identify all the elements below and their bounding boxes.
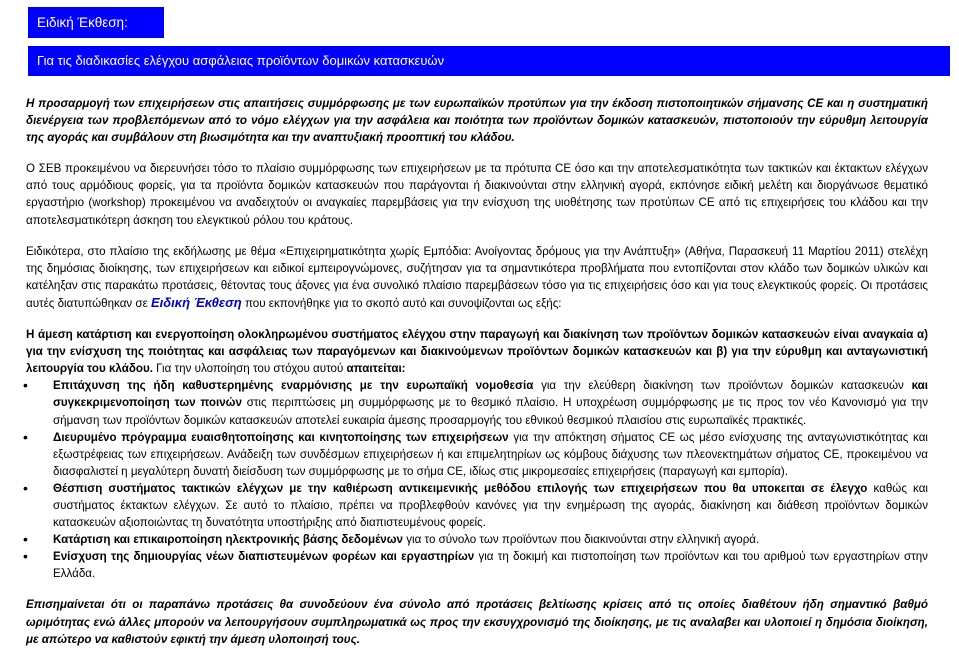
paragraph-goal <box>26 326 928 377</box>
list-item-bold: Ενίσχυση της δημιουργίας νέων διαπιστευμένων φορέων και εργαστηρίων <box>53 550 475 564</box>
list-item-bold: Επιτάχυνση της ήδη καθυστερημένης εναρμόνισης με την ευρωπαϊκή νομοθεσία <box>53 379 534 393</box>
document-body <box>26 95 928 648</box>
list-item-text: καθώς και συστήματος έκτακτων ελέγχων. Σε αυτό το πλαίσιο, πρέπει να προβλεφθούν κανόνες για την ενημέρωση της αγοράς, διακίνηση και διάθεση προϊόντων δομικών κατασκευών αξιοποιώντας τη δυνατότητα υποστήριξης από διαπιστευμένους φορείς. <box>53 481 928 530</box>
list-item-bold: Διευρυμένο πρόγραμμα ευαισθητοποίησης και κινητοποίησης των επιχειρήσεων <box>53 430 509 444</box>
list-item <box>26 548 928 582</box>
report-banner <box>28 7 164 38</box>
list-item-bold: Κατάρτιση και επικαιροποίηση ηλεκτρονικής βάσης δεδομένων <box>53 533 403 547</box>
list-item <box>26 531 928 548</box>
subtitle-banner-text: Για τις διαδικασίες ελέγχου ασφάλειας προϊόντων δομικών κατασκευών <box>37 53 445 68</box>
goal-bold-tail: απαιτείται: <box>346 362 406 376</box>
list-item <box>26 429 928 480</box>
closing-paragraph: Επισημαίνεται ότι οι παραπάνω προτάσεις θα συνοδεύουν ένα σύνολο από προτάσεις βελτίωσης κρίσεις από τις οποίες διαθέτουν ήδη σημαντικό βαθμό ωριμότητας ενώ άλλες μπορούν να λειτουργήσουν συμπληρωματικά ως προς την εκσυγχρονισμό της διοίκησης, με τις αναλαβει και υλοποιεί η δημόσια διοίκηση, με απώτερο να καθιστούν εφικτή την άμεση υλοποιησή τους. <box>26 598 928 646</box>
list-item-text: για την ελεύθερη διακίνηση των προϊόντων δομικών κατασκευών <box>541 379 904 393</box>
list-item <box>26 480 928 531</box>
list-item-bold: Θέσπιση συστήματος τακτικών ελέγχων με την καθιέρωση αντικειμενικής μεθόδου επιλογής των επιχειρήσεων που θα υποκειται σε έλεγχο <box>53 481 868 495</box>
list-item-text: για το σύνολο των προϊόντων που διακινούνται στην ελληνική αγορά. <box>406 533 760 547</box>
list-item-text: για την απόκτηση σήματος CE ως μέσο ενίσχυσης της ανταγωνιστικότητας και εξωστρέφειας των επιχειρήσεων. Ανάδειξη των συνδέσμων επιχειρήσεων ή και επιμελητηρίων ως κόμβους διάχυσης των πλεονεκτημάτων σήματος CE, προκειμένου να διασφαλιστεί η μεγαλύτερη δυνατή διείσδυση των συμμόρφωσης με το σήμα CE, ιδίως στις μικρομεσαίες επιχειρήσεις (παραγωγή και εμπορία). <box>53 430 928 478</box>
list-item-text2: στις περιπτώσεις μη συμμόρφωσης με το θεσμικό πλαίσιο. Η υποχρέωση συμμόρφωσης με τις προς τον νέο Κανονισμό για την σήμανση των προϊόντων δομικών κατασκευών αποτελεί ευκαιρία άμεσης προσαρμογής του εθνικού θεσμικού πλαισίου στις ευρωπαϊκές πρακτικές. <box>53 396 928 427</box>
paragraph-event-tail: που εκπονήθηκε για το σκοπό αυτό και συνοψίζονται ως εξής: <box>244 296 562 310</box>
subtitle-banner <box>28 46 950 76</box>
goal-bold: Η άμεση κατάρτιση και ενεργοποίηση ολοκληρωμένου συστήματος ελέγχου στην παραγωγή και διακίνηση των προϊόντων δομικών κατασκευών είναι αναγκαία α) για την ενίσχυση της ποιότητας και ασφάλειας των παραγόμενων και διακινούμενων προϊόντων δομικών κατασκευών και β) για την εύρυθμη και ανταγωνιστική λειτουργία του κλάδου. <box>26 328 928 376</box>
list-item-text: για τη δοκιμή και πιστοποίηση των προϊόντων και του αριθμού των εργαστηρίων στην Ελλάδα. <box>53 550 928 581</box>
special-report-accent: Ειδική Έκθεση <box>150 294 242 310</box>
paragraph-study: Ο ΣΕΒ προκειμένου να διερευνήσει τόσο το πλαίσιο συμμόρφωσης των επιχειρήσεων με τα πρότυπα CE όσο και την αποτελεσματικότητα των τακτικών και έκτακτων ελέγχων από τους αρμόδιους φορείς, για τα προϊόντα δομικών κατασκευών που παράγονται ή διακινούνται στην ελληνική αγορά, εκπόνησε ειδική μελέτη και διοργάνωσε θεματικό εργαστήριο (workshop) προκειμένου να αναδειχτούν οι αναγκαίες παρεμβάσεις για την ενίσχυση της υιοθέτησης των προτύπων CE από τις επιχειρήσεις του κλάδου και την αποτελεσματικότερη άσκηση του ελεγκτικού ρόλου του κράτους. <box>26 162 928 227</box>
paragraph-event-text: Ειδικότερα, στο πλαίσιο της εκδήλωσης με θέμα «Επιχειρηματικότητα χωρίς Εμπόδια: Ανοίγοντας δρόμους για την Ανάπτυξη» (Αθήνα, Παρασκευή 11 Μαρτίου 2011) στελέχη της δημόσιας διοίκησης, των επιχειρήσεων και ειδικοί εμπειρογνώμονες, συζήτησαν για τα σημαντικότερα προβλήματα που εντοπίζονται στον κλάδο των δομικών υλικών και κατέληξαν στις παρακάτω προτάσεις, θέτοντας τους άξονες για ένα συνολικό πλαίσιο παρεμβάσεων τόσο για τις επιχειρήσεις όσο και για τους ελεγκτικούς φορείς. Οι προτάσεις αυτές διατυπώθηκαν σε <box>26 244 928 310</box>
list-item-bold2: και συγκεκριμενοποίηση των ποινών <box>53 379 928 410</box>
requirements-list <box>26 377 928 582</box>
list-item <box>26 377 928 428</box>
goal-normal: Για την υλοποίηση του στόχου αυτού <box>156 362 344 376</box>
intro-paragraph: Η προσαρμογή των επιχειρήσεων στις απαιτήσεις συμμόρφωσης με των ευρωπαϊκών προτύπων για την έκδοση πιστοποιητικών σήμανσης CE και η συστηματική διενέργεια των προβλεπόμενων από το νόμο ελέγχων για την ασφάλεια και ποιότητα των προϊόντων δομικών κατασκευών, πιστοποιούν την εύρυθμη λειτουργία της αγοράς και συμβάλουν στη βιωσιμότητα και την αναπτυξιακή προοπτική του κλάδου. <box>26 97 928 145</box>
report-banner-title: Ειδική Έκθεση: <box>37 15 128 30</box>
paragraph-event <box>26 243 928 312</box>
